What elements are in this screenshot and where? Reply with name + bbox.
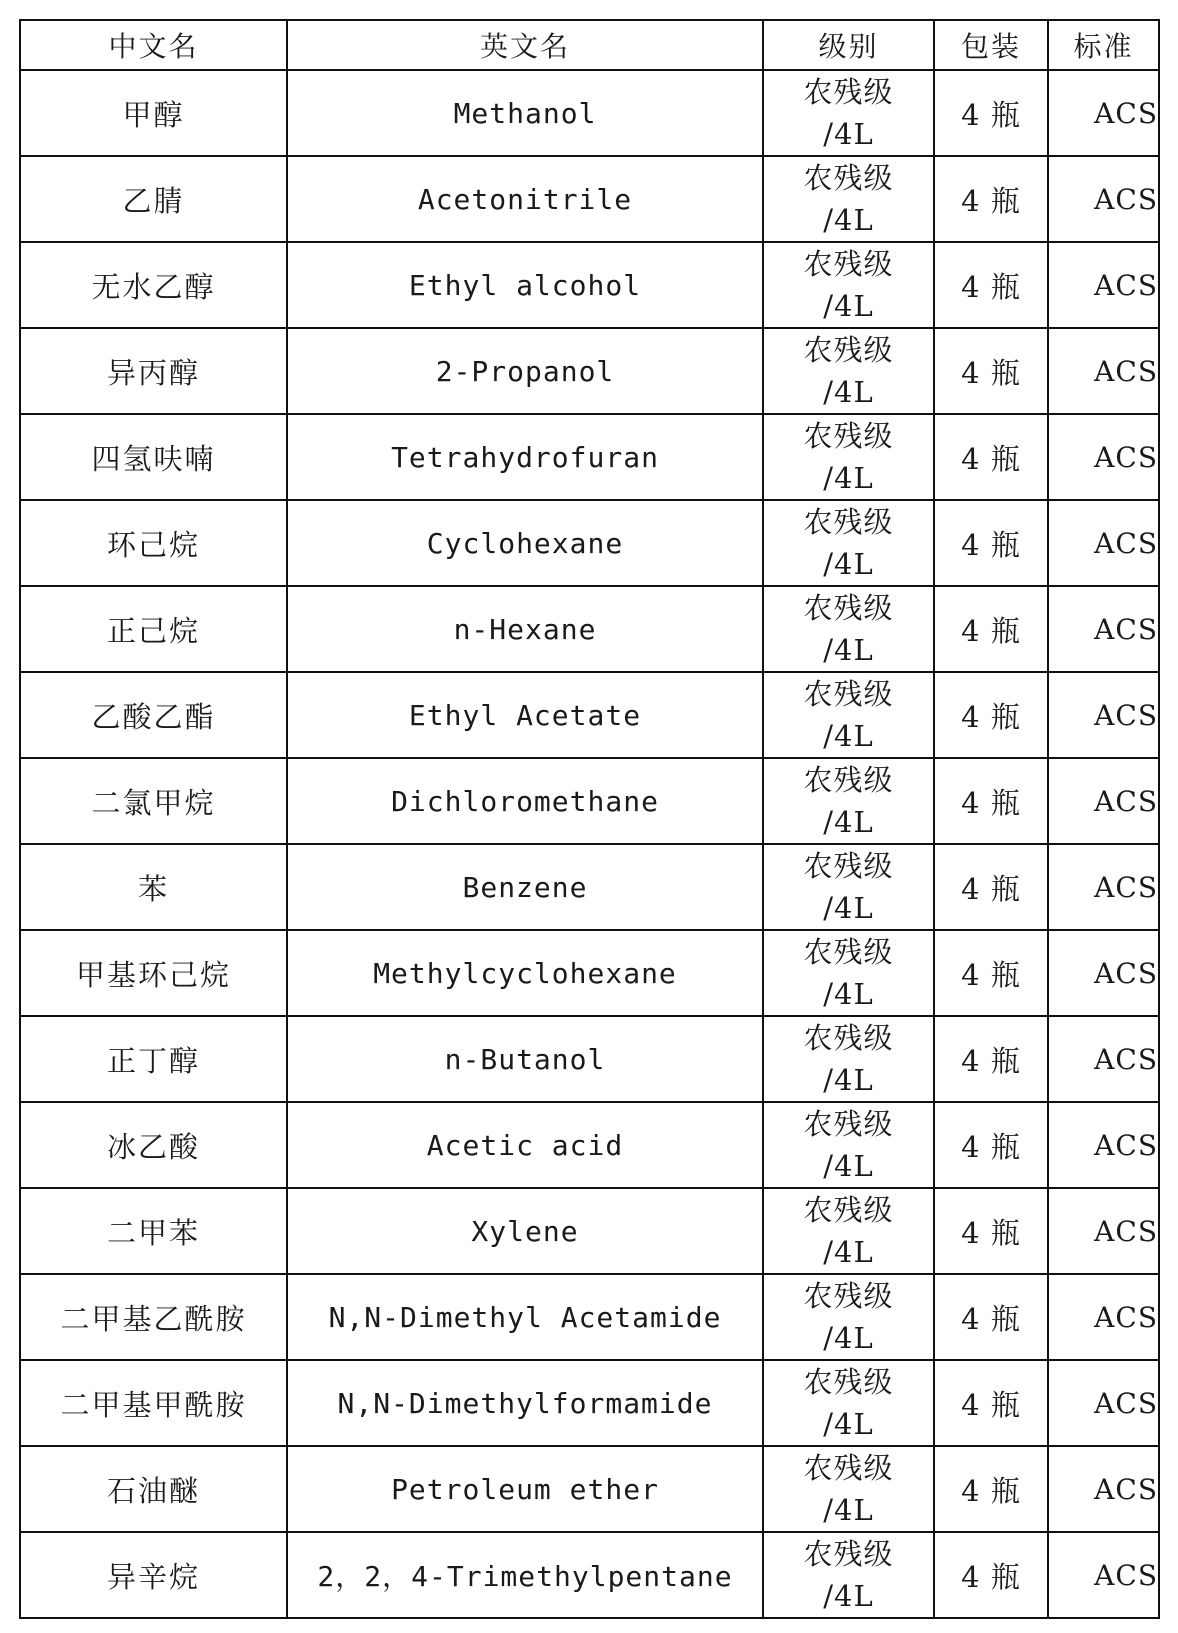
grade-label: 农残级: [803, 75, 894, 109]
grade-label: 农残级: [803, 763, 894, 797]
chinese-name-cell: 正己烷: [20, 586, 287, 672]
grade-cell: [763, 70, 934, 156]
grade-volume: /4L: [823, 1063, 874, 1097]
header-english-name: 英文名: [287, 20, 763, 70]
grade-cell: [763, 844, 934, 930]
grade-label: 农残级: [803, 935, 894, 969]
english-name-cell: n-Butanol: [287, 1016, 763, 1102]
grade-volume: /4L: [823, 1149, 874, 1183]
table-row: [20, 672, 1159, 758]
grade-label: 农残级: [803, 591, 894, 625]
chinese-name-cell: 乙腈: [20, 156, 287, 242]
table-row: [20, 1274, 1159, 1360]
header-package: 包装: [934, 20, 1048, 70]
grade-volume: /4L: [823, 461, 874, 495]
english-name-cell: n-Hexane: [287, 586, 763, 672]
english-name-cell: Benzene: [287, 844, 763, 930]
chinese-name-cell: 无水乙醇: [20, 242, 287, 328]
grade-volume: /4L: [823, 1493, 874, 1527]
table-row: [20, 328, 1159, 414]
english-name-cell: Xylene: [287, 1188, 763, 1274]
standard-cell: ACS: [1048, 70, 1159, 156]
english-name-cell: Cyclohexane: [287, 500, 763, 586]
chinese-name-cell: 甲基环己烷: [20, 930, 287, 1016]
standard-cell: ACS: [1048, 1102, 1159, 1188]
standard-cell: ACS: [1048, 414, 1159, 500]
table-row: [20, 242, 1159, 328]
standard-cell: ACS: [1048, 1446, 1159, 1532]
grade-volume: /4L: [823, 1407, 874, 1441]
english-name-cell: Methanol: [287, 70, 763, 156]
grade-volume: /4L: [823, 289, 874, 323]
grade-cell: [763, 1102, 934, 1188]
table-row: [20, 414, 1159, 500]
package-cell: 4 瓶: [934, 1274, 1048, 1360]
standard-cell: ACS: [1048, 1360, 1159, 1446]
standard-cell: ACS: [1048, 672, 1159, 758]
chinese-name-cell: 石油醚: [20, 1446, 287, 1532]
grade-cell: [763, 242, 934, 328]
table-row: [20, 1446, 1159, 1532]
table-body: [20, 70, 1159, 1618]
package-cell: 4 瓶: [934, 1532, 1048, 1618]
english-name-cell: Ethyl alcohol: [287, 242, 763, 328]
grade-cell: [763, 930, 934, 1016]
chinese-name-cell: 二甲苯: [20, 1188, 287, 1274]
table-row: [20, 1532, 1159, 1618]
grade-volume: /4L: [823, 805, 874, 839]
standard-cell: ACS: [1048, 1016, 1159, 1102]
table-row: [20, 500, 1159, 586]
grade-volume: /4L: [823, 633, 874, 667]
chinese-name-cell: 二甲基甲酰胺: [20, 1360, 287, 1446]
grade-label: 农残级: [803, 1451, 894, 1485]
header-grade: 级别: [763, 20, 934, 70]
grade-label: 农残级: [803, 849, 894, 883]
package-cell: 4 瓶: [934, 586, 1048, 672]
package-cell: 4 瓶: [934, 758, 1048, 844]
package-cell: 4 瓶: [934, 1188, 1048, 1274]
grade-volume: /4L: [823, 977, 874, 1011]
table-row: [20, 844, 1159, 930]
standard-cell: ACS: [1048, 586, 1159, 672]
english-name-cell: N,N-Dimethylformamide: [287, 1360, 763, 1446]
grade-label: 农残级: [803, 161, 894, 195]
package-cell: 4 瓶: [934, 328, 1048, 414]
table-row: [20, 156, 1159, 242]
english-name-cell: Acetonitrile: [287, 156, 763, 242]
package-cell: 4 瓶: [934, 1446, 1048, 1532]
chinese-name-cell: 正丁醇: [20, 1016, 287, 1102]
standard-cell: ACS: [1048, 844, 1159, 930]
table-row: [20, 586, 1159, 672]
grade-label: 农残级: [803, 419, 894, 453]
grade-label: 农残级: [803, 247, 894, 281]
english-name-cell: Tetrahydrofuran: [287, 414, 763, 500]
grade-label: 农残级: [803, 1193, 894, 1227]
grade-volume: /4L: [823, 1235, 874, 1269]
header-chinese-name: 中文名: [20, 20, 287, 70]
package-cell: 4 瓶: [934, 70, 1048, 156]
grade-label: 农残级: [803, 1365, 894, 1399]
grade-label: 农残级: [803, 1107, 894, 1141]
table-row: [20, 1360, 1159, 1446]
standard-cell: ACS: [1048, 1188, 1159, 1274]
header-standard: 标准: [1048, 20, 1159, 70]
grade-cell: [763, 758, 934, 844]
table-row: [20, 1188, 1159, 1274]
standard-cell: ACS: [1048, 328, 1159, 414]
standard-cell: ACS: [1048, 1274, 1159, 1360]
package-cell: 4 瓶: [934, 242, 1048, 328]
english-name-cell: 2-Propanol: [287, 328, 763, 414]
standard-cell: ACS: [1048, 500, 1159, 586]
package-cell: 4 瓶: [934, 156, 1048, 242]
grade-label: 农残级: [803, 1279, 894, 1313]
grade-volume: /4L: [823, 375, 874, 409]
standard-cell: ACS: [1048, 242, 1159, 328]
table-row: [20, 1016, 1159, 1102]
chinese-name-cell: 苯: [20, 844, 287, 930]
grade-cell: [763, 1188, 934, 1274]
grade-label: 农残级: [803, 677, 894, 711]
chinese-name-cell: 四氢呋喃: [20, 414, 287, 500]
grade-label: 农残级: [803, 333, 894, 367]
standard-cell: ACS: [1048, 1532, 1159, 1618]
package-cell: 4 瓶: [934, 1016, 1048, 1102]
grade-volume: /4L: [823, 891, 874, 925]
package-cell: 4 瓶: [934, 672, 1048, 758]
package-cell: 4 瓶: [934, 1102, 1048, 1188]
grade-volume: /4L: [823, 1321, 874, 1355]
grade-cell: [763, 1360, 934, 1446]
grade-volume: /4L: [823, 203, 874, 237]
package-cell: 4 瓶: [934, 1360, 1048, 1446]
grade-cell: [763, 1274, 934, 1360]
grade-label: 农残级: [803, 1537, 894, 1571]
grade-cell: [763, 586, 934, 672]
package-cell: 4 瓶: [934, 930, 1048, 1016]
grade-cell: [763, 328, 934, 414]
grade-cell: [763, 500, 934, 586]
grade-cell: [763, 672, 934, 758]
english-name-cell: Petroleum ether: [287, 1446, 763, 1532]
standard-cell: ACS: [1048, 930, 1159, 1016]
grade-volume: /4L: [823, 117, 874, 151]
chinese-name-cell: 冰乙酸: [20, 1102, 287, 1188]
standard-cell: ACS: [1048, 758, 1159, 844]
table-row: [20, 70, 1159, 156]
table-row: [20, 758, 1159, 844]
chinese-name-cell: 乙酸乙酯: [20, 672, 287, 758]
grade-cell: [763, 1016, 934, 1102]
grade-label: 农残级: [803, 1021, 894, 1055]
english-name-cell: 2，2，4-Trimethylpentane: [287, 1532, 763, 1618]
english-name-cell: Dichloromethane: [287, 758, 763, 844]
english-name-cell: Ethyl Acetate: [287, 672, 763, 758]
grade-cell: [763, 414, 934, 500]
package-cell: 4 瓶: [934, 414, 1048, 500]
package-cell: 4 瓶: [934, 500, 1048, 586]
grade-label: 农残级: [803, 505, 894, 539]
chinese-name-cell: 环己烷: [20, 500, 287, 586]
chinese-name-cell: 异丙醇: [20, 328, 287, 414]
header-row: [20, 20, 1159, 70]
grade-volume: /4L: [823, 547, 874, 581]
table-row: [20, 1102, 1159, 1188]
english-name-cell: N,N-Dimethyl Acetamide: [287, 1274, 763, 1360]
grade-volume: /4L: [823, 1579, 874, 1613]
table-header: [20, 20, 1159, 70]
table-row: [20, 930, 1159, 1016]
standard-cell: ACS: [1048, 156, 1159, 242]
chinese-name-cell: 异辛烷: [20, 1532, 287, 1618]
chinese-name-cell: 二氯甲烷: [20, 758, 287, 844]
grade-volume: /4L: [823, 719, 874, 753]
chinese-name-cell: 甲醇: [20, 70, 287, 156]
grade-cell: [763, 1446, 934, 1532]
english-name-cell: Methylcyclohexane: [287, 930, 763, 1016]
english-name-cell: Acetic acid: [287, 1102, 763, 1188]
grade-cell: [763, 1532, 934, 1618]
grade-cell: [763, 156, 934, 242]
solvent-table: [19, 19, 1160, 1619]
package-cell: 4 瓶: [934, 844, 1048, 930]
chinese-name-cell: 二甲基乙酰胺: [20, 1274, 287, 1360]
